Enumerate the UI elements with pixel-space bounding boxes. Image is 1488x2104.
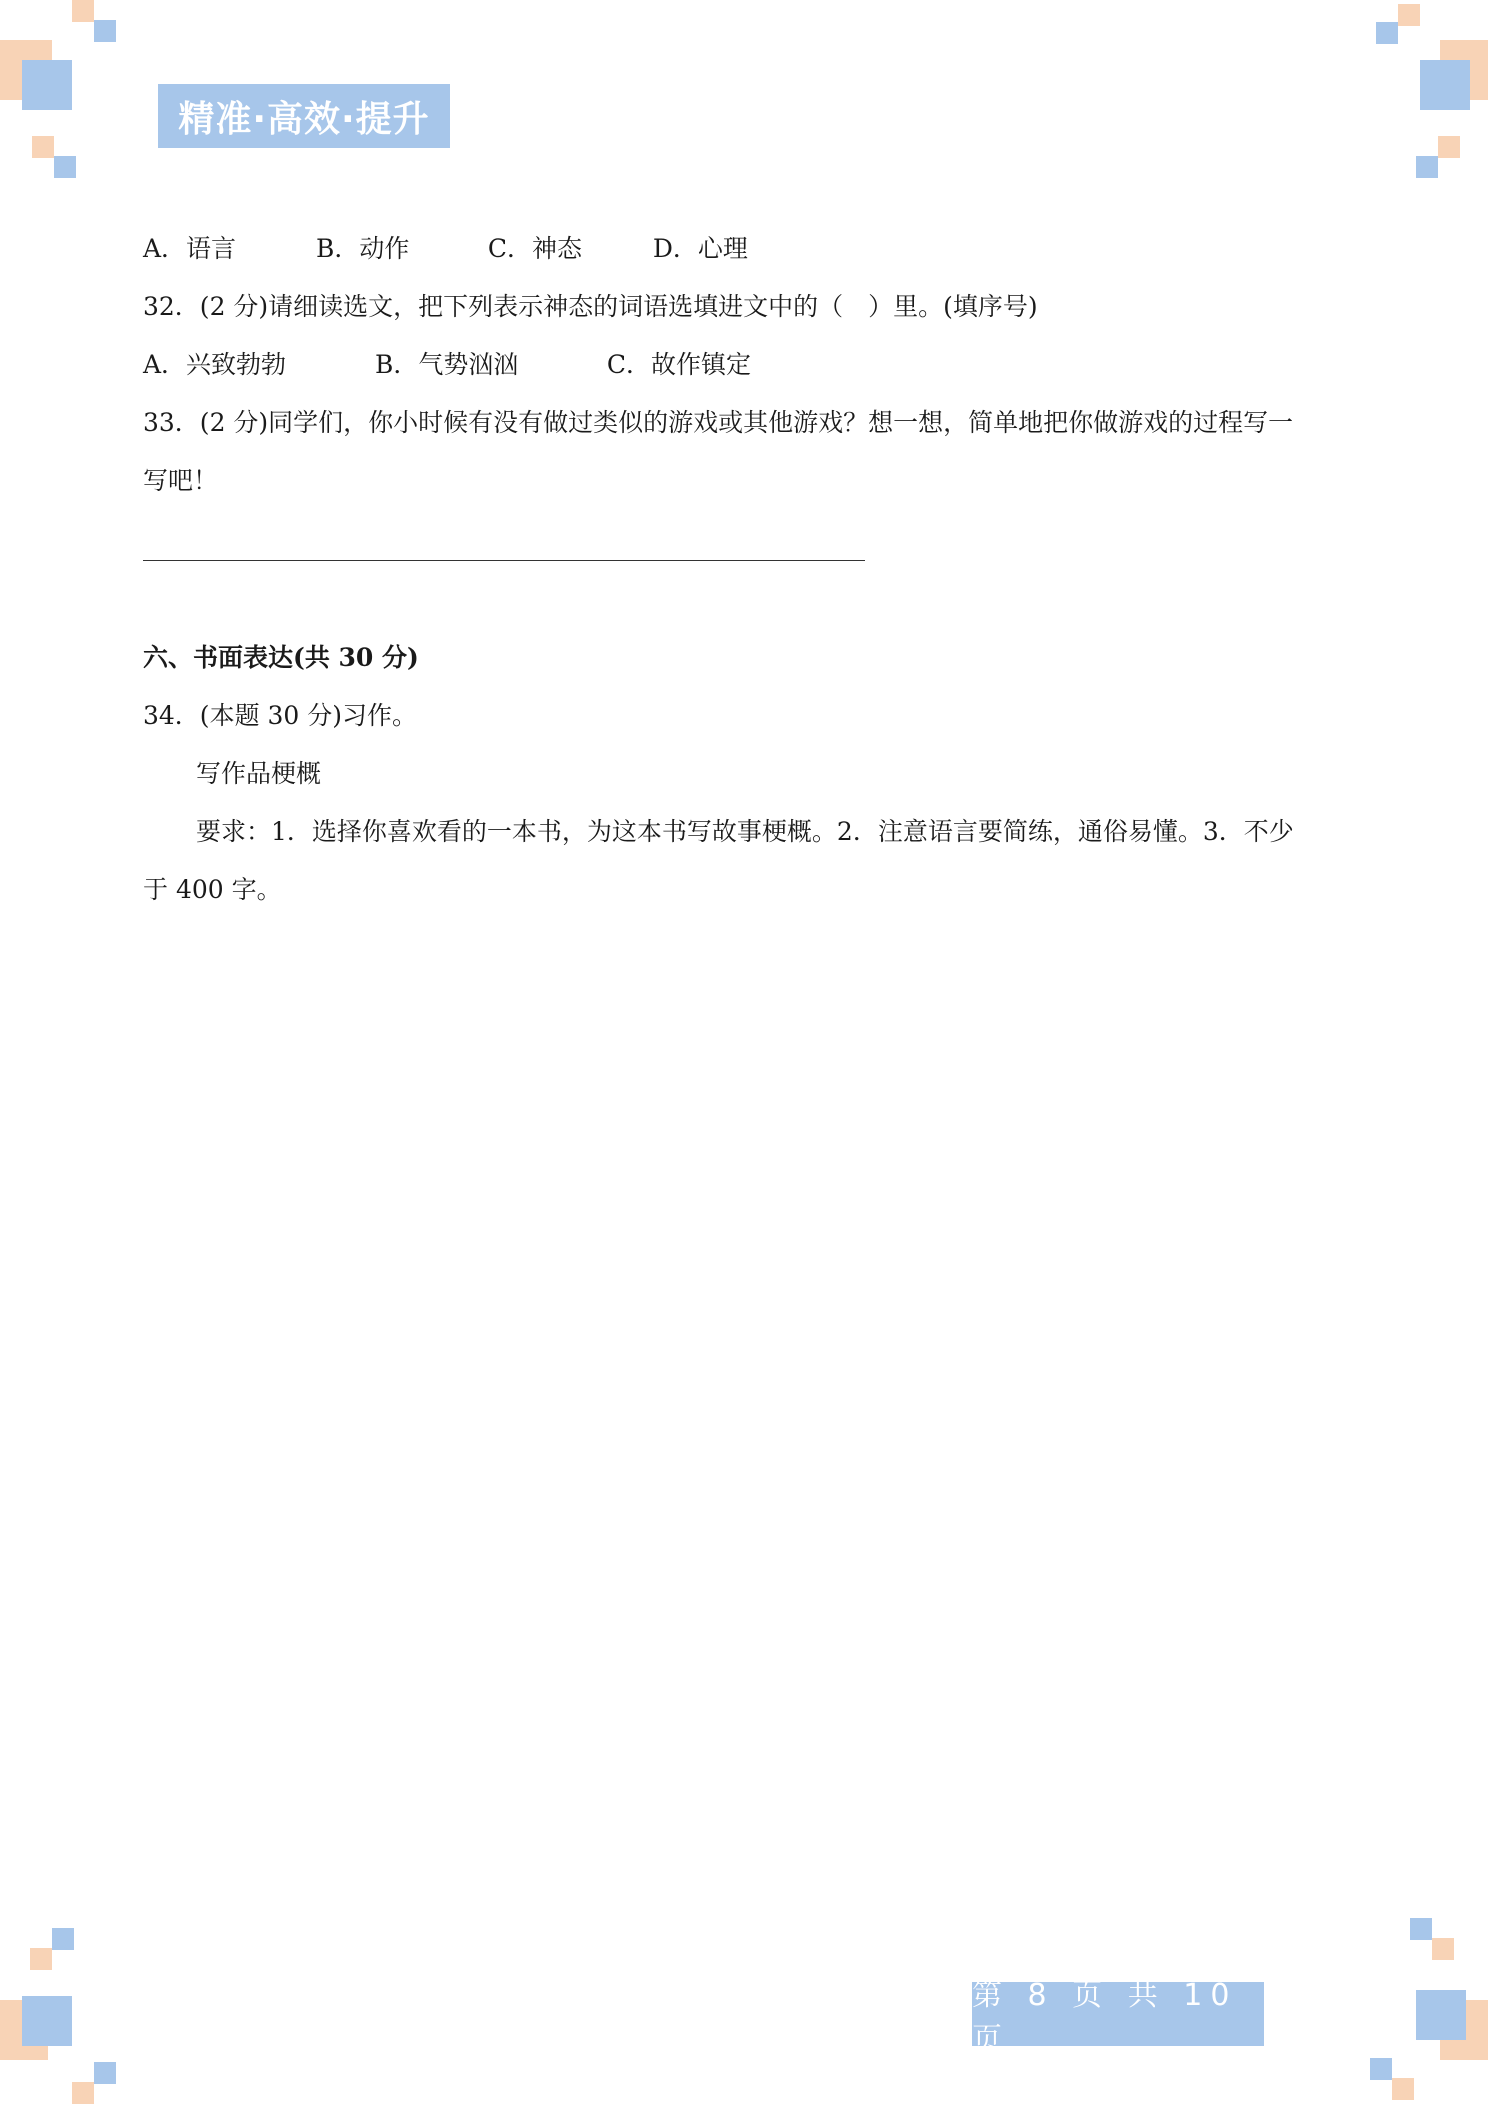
corner-decoration-square — [1416, 1990, 1466, 2040]
q31-option-c: C．神态 — [487, 234, 583, 263]
corner-decoration-square — [32, 136, 54, 158]
corner-decoration-square — [1420, 60, 1470, 110]
corner-decoration-square — [52, 1928, 74, 1950]
q34-topic: 写作品梗概 — [196, 759, 322, 788]
q31-options — [143, 220, 1343, 278]
corner-decoration-square — [94, 20, 116, 42]
q33-stem-line1: 33．(2 分)同学们，你小时候有没有做过类似的游戏或其他游戏？想一想，简单地把你做游戏的过程写一 — [143, 408, 1294, 437]
corner-decoration-square — [30, 1948, 52, 1970]
section-title: 六、书面表达(共 30 分) — [143, 643, 419, 672]
q34-requirements-line2: 于 400 字。 — [143, 875, 282, 904]
corner-decoration-square — [1370, 2058, 1392, 2080]
header-badge-text: 精准·高效·提升 — [178, 98, 430, 140]
q32-option-b: B．气势汹汹 — [374, 350, 519, 379]
corner-decoration-square — [1392, 2078, 1414, 2100]
corner-decoration-square — [72, 2082, 94, 2104]
corner-decoration-square — [94, 2062, 116, 2084]
corner-decoration-square — [22, 60, 72, 110]
q32-options — [143, 336, 1343, 394]
page-number-badge — [972, 1978, 1264, 2057]
q32-stem: 32．(2 分)请细读选文，把下列表示神态的词语选填进文中的（ ）里。(填序号) — [143, 292, 1038, 321]
corner-decoration-square — [1432, 1938, 1454, 1960]
corner-decoration-square — [1410, 1918, 1432, 1940]
header-badge — [158, 84, 450, 148]
q32-option-a: A．兴致勃勃 — [143, 350, 287, 379]
answer-blank-line — [143, 532, 865, 561]
corner-decoration-square — [54, 156, 76, 178]
q32-option-c: C．故作镇定 — [606, 350, 752, 379]
q33-stem-line2: 写吧！ — [143, 466, 219, 495]
corner-decoration-square — [1398, 4, 1420, 26]
q31-option-b: B．动作 — [315, 234, 410, 263]
page-number-text: 第 8 页 共 10 页 — [972, 1978, 1238, 2057]
corner-decoration-square — [1438, 136, 1460, 158]
q34-requirements-line1: 要求：1．选择你喜欢看的一本书，为这本书写故事梗概。2．注意语言要简练，通俗易懂。3．不少 — [196, 817, 1294, 846]
q31-option-d: D．心理 — [652, 234, 748, 263]
corner-decoration-square — [72, 0, 94, 22]
q31-option-a: A．语言 — [143, 234, 237, 263]
document-body — [143, 220, 1343, 919]
corner-decoration-square — [1416, 156, 1438, 178]
corner-decoration-square — [1376, 22, 1398, 44]
corner-decoration-square — [22, 1996, 72, 2046]
q34-stem: 34．(本题 30 分)习作。 — [143, 701, 418, 730]
